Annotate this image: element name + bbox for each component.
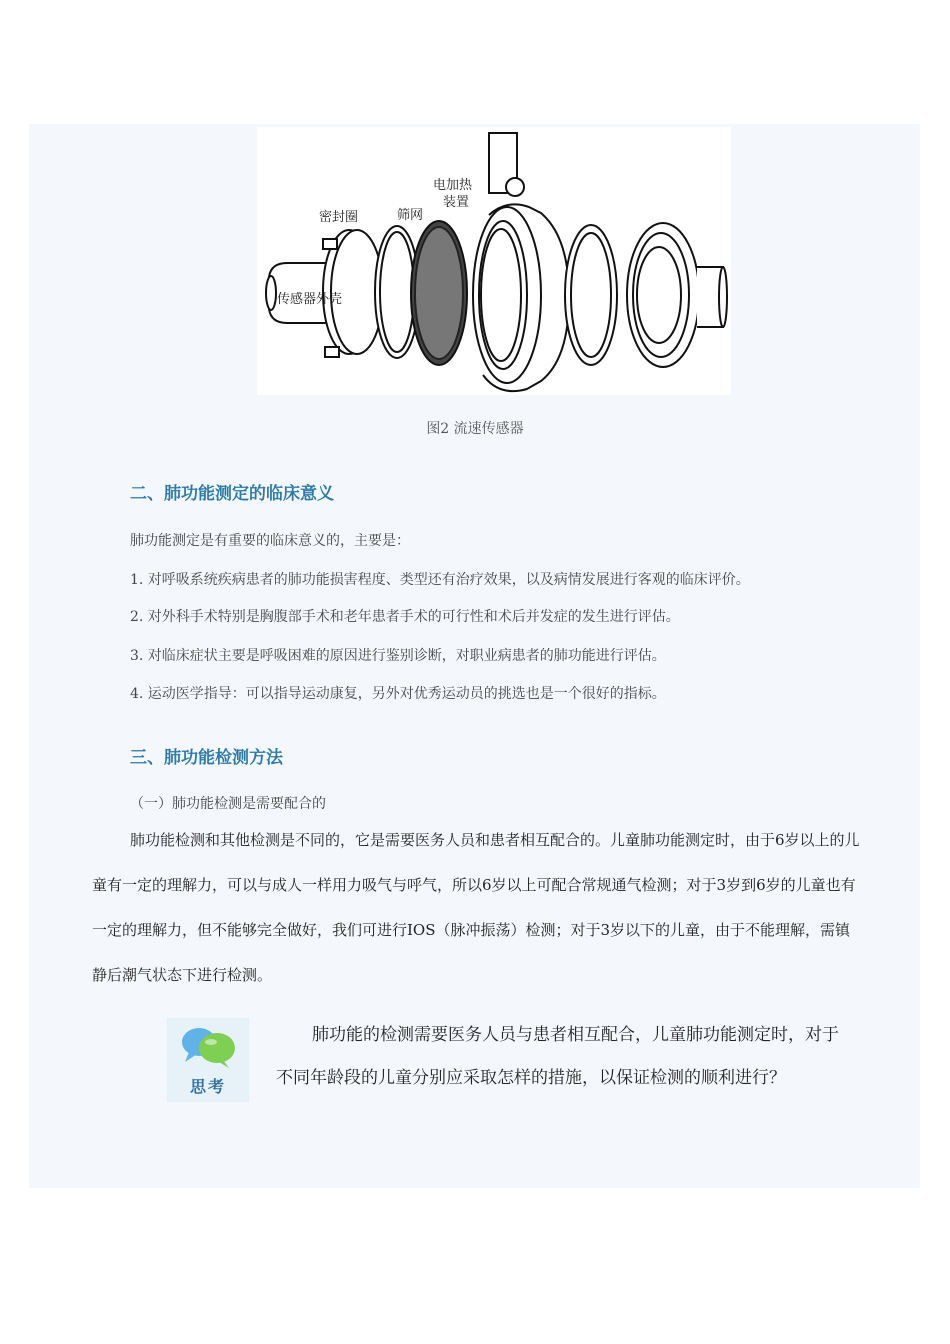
section2-title: 二、肺功能测定的临床意义 xyxy=(130,484,334,504)
section3-paragraph xyxy=(92,818,862,998)
think-badge xyxy=(167,1018,249,1102)
flow-sensor-figure xyxy=(257,127,731,395)
list-item: 4. 运动医学指导：可以指导运动康复，另外对优秀运动员的挑选也是一个很好的指标。 xyxy=(130,686,666,702)
sensor-shell-label: 传感器外壳 xyxy=(277,292,343,307)
heater-label-line1: 电加热 xyxy=(433,178,473,193)
heater-label-line2: 装置 xyxy=(443,195,470,210)
seal-ring-label: 密封圈 xyxy=(319,210,359,225)
list-item: 3. 对临床症状主要是呼吸困难的原因进行鉴别诊断，对职业病患者的肺功能进行评估。 xyxy=(130,648,666,664)
section3-paragraph-text: 肺功能检测和其他检测是不同的，它是需要医务人员和患者相互配合的。儿童肺功能测定时，由于6岁以上的儿童有一定的理解力，可以与成人一样用力吸气与呼气，所以6岁以上可配合常规通气检测；对于3岁到6岁的儿童也有一定的理解力，但不能够完全做好，我们可进行IOS（脉冲振荡）检测；对于3岁以下的儿童，由于不能理解，需镇静后潮气状态下进行检测。 xyxy=(92,831,860,984)
section2-intro: 肺功能测定是有重要的临床意义的，主要是： xyxy=(130,533,410,549)
list-item: 1. 对呼吸系统疾病患者的肺功能损害程度、类型还有治疗效果，以及病情发展进行客观的临床评价。 xyxy=(130,572,750,588)
think-question xyxy=(276,1014,851,1100)
list-item: 2. 对外科手术特别是胸腹部手术和老年患者手术的可行性和术后并发症的发生进行评估。 xyxy=(130,609,680,625)
mesh-label: 筛网 xyxy=(397,208,424,223)
flow-sensor-diagram xyxy=(257,127,731,395)
figure-caption: 图2 流速传感器 xyxy=(426,421,524,437)
think-question-text: 肺功能的检测需要医务人员与患者相互配合，儿童肺功能测定时，对于不同年龄段的儿童分别应采取怎样的措施，以保证检测的顺利进行？ xyxy=(276,1025,839,1088)
think-badge-label: 思考 xyxy=(189,1077,226,1096)
section3-title: 三、肺功能检测方法 xyxy=(130,748,283,768)
section3-subtitle: （一）肺功能检测是需要配合的 xyxy=(130,796,326,812)
